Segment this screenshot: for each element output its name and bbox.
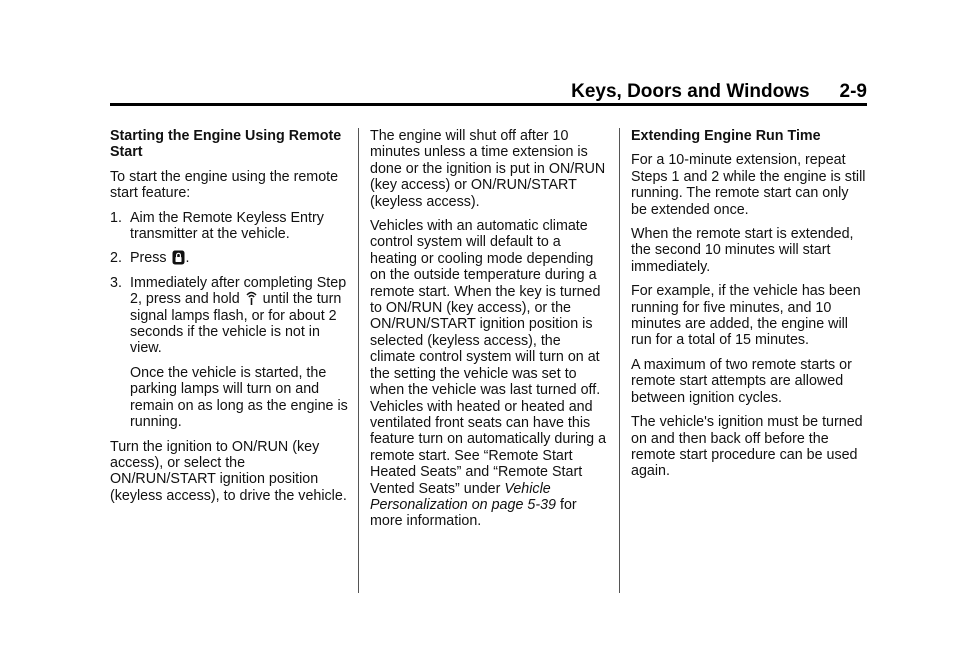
remote-start-heading: Starting the Engine Using Remote Start [110,128,342,161]
step-text: Aim the Remote Keyless Entry transmitter at the vehicle. [130,209,324,243]
column-3 [631,128,867,488]
step-2 [110,250,350,266]
step-3 [110,275,350,431]
column-2 [370,128,608,538]
remote-start-icon [245,291,258,306]
step-text-cont: until the turn signal lamps flash, or for about 2 seconds if the vehicle is not in view. [130,291,342,357]
step-3-note: Once the vehicle is started, the parking lamps will turn on and remain on as long as the engine is running. [130,364,348,431]
remote-start-intro: To start the engine using the remote start feature: [110,168,339,202]
column-1 [110,128,350,512]
paragraph: For example, if the vehicle has been running for five minutes, and 10 minutes are added, the engine will run for a total of 15 minutes. [631,283,861,349]
step-text: Press [130,250,167,267]
section-title: Keys, Doors and Windows [571,81,810,102]
extending-heading: Extending Engine Run Time [631,128,821,144]
paragraph: For a 10-minute extension, repeat Steps 1 and 2 while the engine is still running. The remote start can only be extended once. [631,152,866,218]
step-number: 3. [110,274,122,291]
step-text: Immediately after completing Step 2, press and hold [130,274,347,308]
remote-start-closing: Turn the ignition to ON/RUN (key access), or select the ON/RUN/START ignition position (keyless access), to drive the vehicle. [110,438,347,504]
climate-paragraph [370,218,608,530]
paragraph: A maximum of two remote starts or remote start attempts are allowed between ignition cycles. [631,356,852,406]
header-rule [110,103,867,106]
page-number: 2-9 [839,81,867,102]
step-1 [110,210,350,243]
column-divider-1 [358,128,359,593]
climate-text: Vehicles with an automatic climate control system will default to a heating or cooling mode depending on the outside temperature during a remote start. When the key is turned to ON/RUN (key access), or the ON/RUN/START ignition position is selected (keyless access), the climate control system will turn on at the setting the vehicle was set to when the vehicle was last turned off. Vehicles with heated or heated and ventilated front seats can have this feature turn on automatically during a remote start. See “Remote Start Heated Seats” and “Remote Start Vented Seats” under [370,218,607,497]
step-number: 1. [110,209,122,226]
climate-text-end: for more information. [370,496,577,530]
column-divider-2 [619,128,620,593]
lock-button-icon [172,250,185,265]
step-text-end: . [185,250,190,267]
page-header [110,81,867,103]
paragraph: When the remote start is extended, the second 10 minutes will start immediately. [631,226,854,275]
step-number: 2. [110,250,122,267]
remote-start-steps [110,210,350,431]
paragraph: The vehicle's ignition must be turned on and then back off before the remote start procedure can be used again. [631,414,863,480]
shutoff-paragraph: The engine will shut off after 10 minutes unless a time extension is done or the ignition is put in ON/RUN (key access) or ON/RUN/START (keyless access). [370,128,606,210]
personalization-reference[interactable]: Vehicle Personalization on page 5-39 [370,480,556,513]
